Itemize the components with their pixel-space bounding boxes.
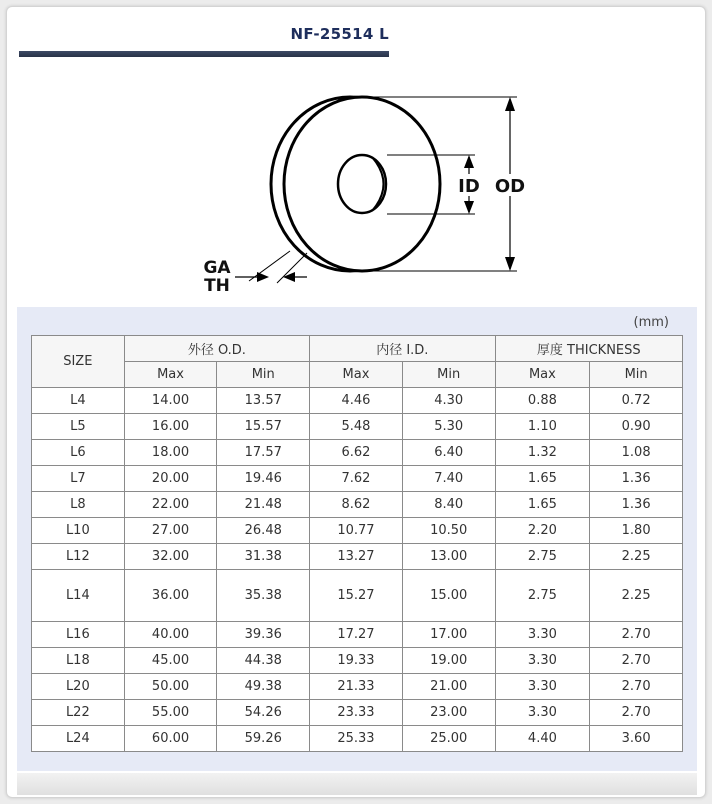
id-max-cell: 10.77: [310, 518, 403, 544]
id-min-cell: 8.40: [402, 492, 495, 518]
size-cell: L12: [32, 544, 125, 570]
thickness-header: 厚度 THICKNESS: [495, 336, 682, 362]
od-label: OD: [494, 176, 526, 197]
th-max-cell: 3.30: [495, 648, 590, 674]
size-cell: L5: [32, 414, 125, 440]
od-max-cell: 45.00: [124, 648, 217, 674]
table-row: [32, 414, 683, 440]
od-max-cell: 20.00: [124, 466, 217, 492]
od-min-cell: 44.38: [217, 648, 310, 674]
thickness-label-th: TH: [204, 276, 230, 296]
id-min-cell: 17.00: [402, 622, 495, 648]
od-header: 外径 O.D.: [124, 336, 309, 362]
od-max-cell: 36.00: [124, 570, 217, 622]
id-min-header: Min: [402, 362, 495, 388]
id-min-cell: 5.30: [402, 414, 495, 440]
od-min-cell: 59.26: [217, 726, 310, 752]
spec-table: [31, 335, 683, 752]
od-min-cell: 13.57: [217, 388, 310, 414]
th-min-cell: 1.36: [590, 466, 683, 492]
product-frame: [6, 6, 706, 798]
id-max-header: Max: [310, 362, 403, 388]
th-max-cell: 1.65: [495, 466, 590, 492]
table-row: [32, 440, 683, 466]
th-min-cell: 2.25: [590, 570, 683, 622]
th-min-cell: 2.70: [590, 674, 683, 700]
od-max-cell: 27.00: [124, 518, 217, 544]
th-max-cell: 2.75: [495, 570, 590, 622]
th-min-cell: 2.70: [590, 648, 683, 674]
size-cell: L20: [32, 674, 125, 700]
id-min-cell: 19.00: [402, 648, 495, 674]
title-block: [19, 21, 389, 57]
od-max-cell: 14.00: [124, 388, 217, 414]
th-min-cell: 0.90: [590, 414, 683, 440]
washer-hole-back: [338, 155, 386, 213]
od-max-cell: 50.00: [124, 674, 217, 700]
od-min-cell: 17.57: [217, 440, 310, 466]
unit-note: (mm): [633, 315, 669, 330]
id-max-cell: 5.48: [310, 414, 403, 440]
thickness-min-header: Min: [590, 362, 683, 388]
id-min-cell: 7.40: [402, 466, 495, 492]
table-row: [32, 492, 683, 518]
od-max-cell: 40.00: [124, 622, 217, 648]
id-max-cell: 17.27: [310, 622, 403, 648]
size-cell: L8: [32, 492, 125, 518]
od-min-cell: 49.38: [217, 674, 310, 700]
thickness-max-header: Max: [495, 362, 590, 388]
title-underline-bar: [19, 51, 389, 57]
id-max-cell: 8.62: [310, 492, 403, 518]
id-min-cell: 4.30: [402, 388, 495, 414]
od-max-cell: 60.00: [124, 726, 217, 752]
od-arrow-top: [505, 97, 515, 111]
thickness-arrow-left: [257, 272, 269, 282]
th-min-cell: 3.60: [590, 726, 683, 752]
od-min-cell: 19.46: [217, 466, 310, 492]
od-min-cell: 54.26: [217, 700, 310, 726]
size-header: SIZE: [32, 336, 125, 388]
spec-panel: [17, 307, 697, 771]
th-min-cell: 2.25: [590, 544, 683, 570]
od-min-cell: 15.57: [217, 414, 310, 440]
table-row: [32, 648, 683, 674]
size-cell: L18: [32, 648, 125, 674]
id-min-cell: 25.00: [402, 726, 495, 752]
id-max-cell: 7.62: [310, 466, 403, 492]
th-max-cell: 2.75: [495, 544, 590, 570]
th-max-cell: 3.30: [495, 700, 590, 726]
od-min-cell: 31.38: [217, 544, 310, 570]
id-max-cell: 23.33: [310, 700, 403, 726]
od-min-cell: 21.48: [217, 492, 310, 518]
od-min-cell: 39.36: [217, 622, 310, 648]
table-row: [32, 570, 683, 622]
id-min-cell: 10.50: [402, 518, 495, 544]
od-max-cell: 16.00: [124, 414, 217, 440]
table-row: [32, 622, 683, 648]
od-min-cell: 26.48: [217, 518, 310, 544]
size-cell: L7: [32, 466, 125, 492]
th-max-cell: 3.30: [495, 622, 590, 648]
th-min-cell: 2.70: [590, 622, 683, 648]
th-max-cell: 2.20: [495, 518, 590, 544]
table-row: [32, 518, 683, 544]
id-min-cell: 21.00: [402, 674, 495, 700]
od-max-cell: 22.00: [124, 492, 217, 518]
th-max-cell: 1.65: [495, 492, 590, 518]
id-max-cell: 6.62: [310, 440, 403, 466]
od-max-cell: 55.00: [124, 700, 217, 726]
od-arrow-bottom: [505, 257, 515, 271]
id-arrow-top: [464, 155, 474, 168]
size-cell: L4: [32, 388, 125, 414]
th-min-cell: 1.08: [590, 440, 683, 466]
id-min-cell: 23.00: [402, 700, 495, 726]
size-cell: L22: [32, 700, 125, 726]
th-max-cell: 1.10: [495, 414, 590, 440]
table-row: [32, 388, 683, 414]
bottom-strip: [17, 773, 697, 795]
table-row: [32, 726, 683, 752]
page-title: NF-25514 L: [290, 25, 389, 43]
size-cell: L24: [32, 726, 125, 752]
washer-diagram: [177, 81, 537, 301]
thickness-arrow-right: [283, 272, 295, 282]
table-row: [32, 466, 683, 492]
size-cell: L16: [32, 622, 125, 648]
table-row: [32, 674, 683, 700]
th-min-cell: 2.70: [590, 700, 683, 726]
id-label: ID: [458, 176, 480, 197]
id-min-cell: 6.40: [402, 440, 495, 466]
id-max-cell: 4.46: [310, 388, 403, 414]
th-min-cell: 1.80: [590, 518, 683, 544]
th-max-cell: 0.88: [495, 388, 590, 414]
th-min-cell: 1.36: [590, 492, 683, 518]
size-cell: L6: [32, 440, 125, 466]
size-cell: L14: [32, 570, 125, 622]
id-max-cell: 13.27: [310, 544, 403, 570]
size-cell: L10: [32, 518, 125, 544]
od-min-header: Min: [217, 362, 310, 388]
id-max-cell: 25.33: [310, 726, 403, 752]
id-max-cell: 19.33: [310, 648, 403, 674]
id-header: 内径 I.D.: [310, 336, 495, 362]
id-max-cell: 21.33: [310, 674, 403, 700]
th-min-cell: 0.72: [590, 388, 683, 414]
id-arrow-bottom: [464, 201, 474, 214]
id-min-cell: 13.00: [402, 544, 495, 570]
th-max-cell: 4.40: [495, 726, 590, 752]
th-max-cell: 3.30: [495, 674, 590, 700]
id-min-cell: 15.00: [402, 570, 495, 622]
table-row: [32, 700, 683, 726]
od-max-header: Max: [124, 362, 217, 388]
thickness-label-ga: GA: [203, 258, 231, 278]
spec-table-body: [32, 388, 683, 752]
table-row: [32, 544, 683, 570]
id-max-cell: 15.27: [310, 570, 403, 622]
od-max-cell: 18.00: [124, 440, 217, 466]
od-min-cell: 35.38: [217, 570, 310, 622]
th-max-cell: 1.32: [495, 440, 590, 466]
od-max-cell: 32.00: [124, 544, 217, 570]
